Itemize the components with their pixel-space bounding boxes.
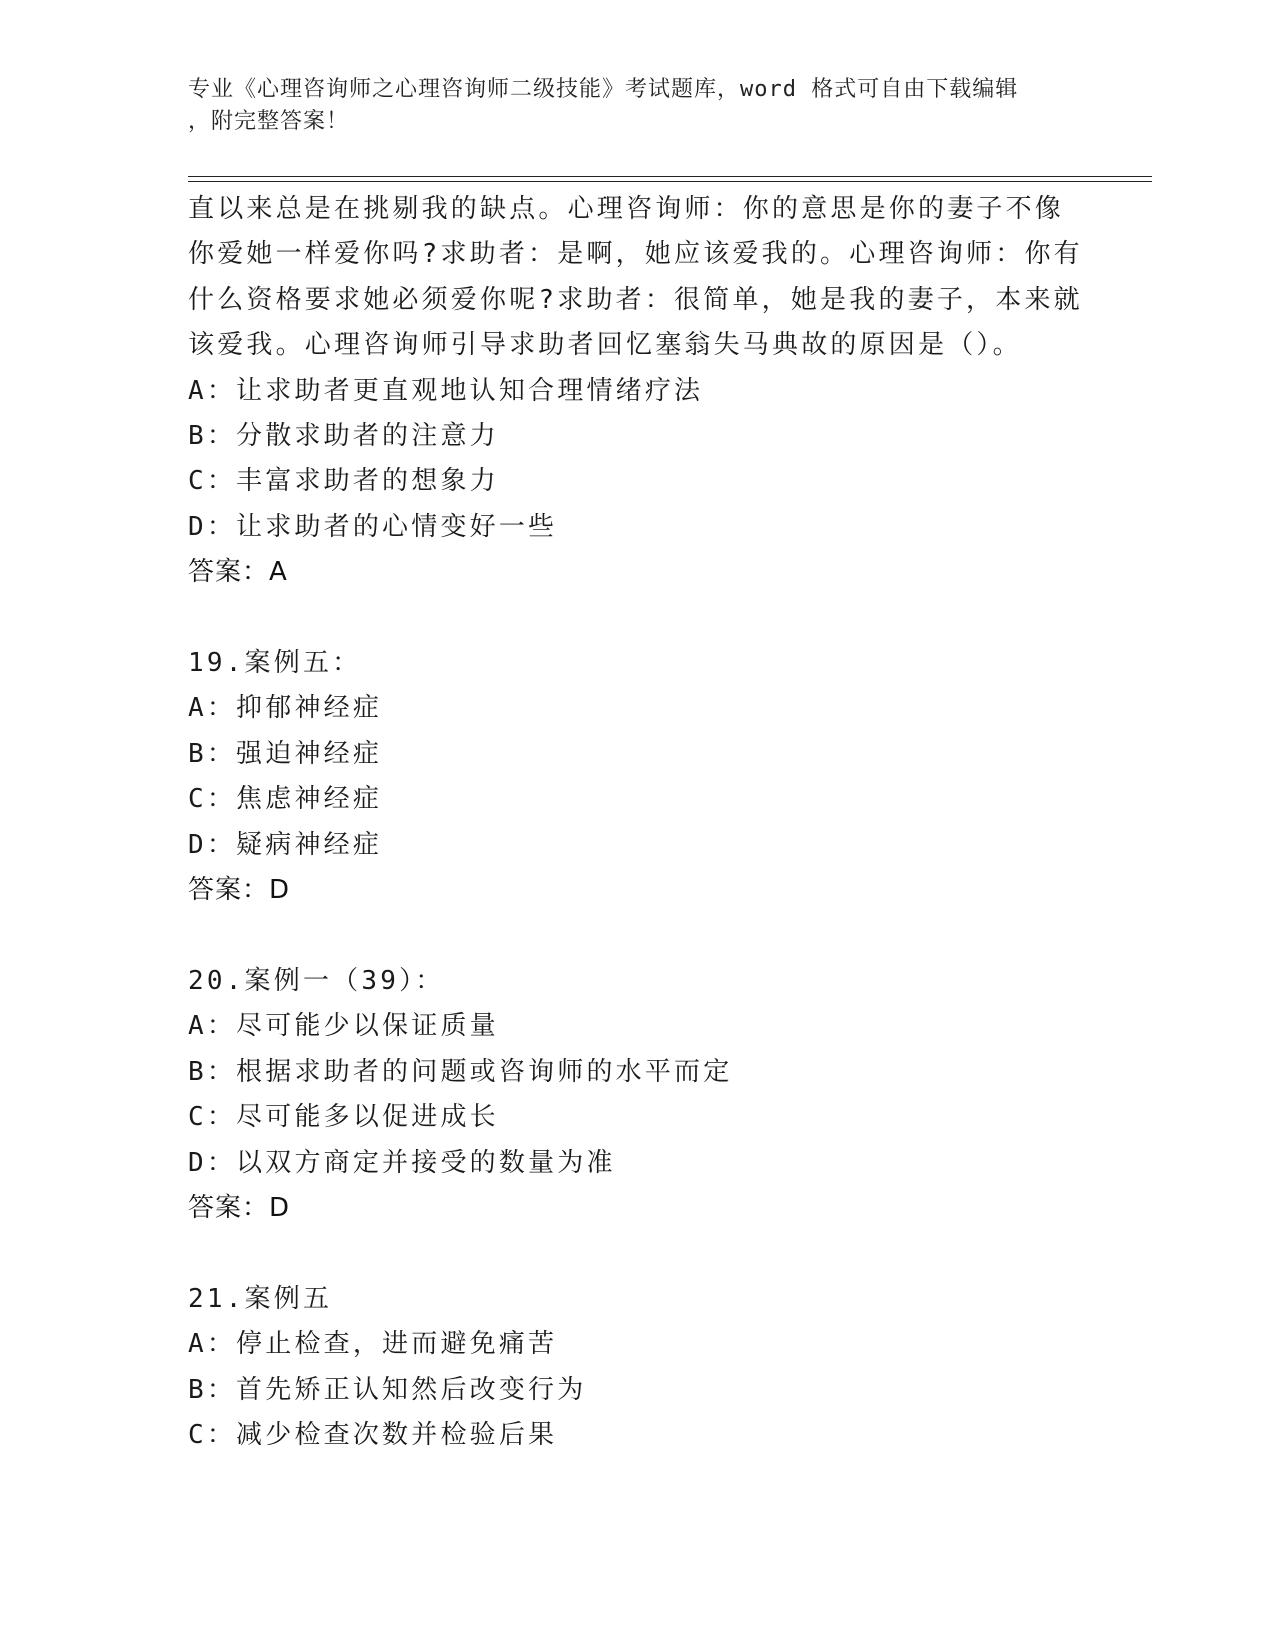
question-content <box>188 187 1108 1458</box>
option-c: C：丰富求助者的想象力 <box>188 466 499 497</box>
option-a: A：停止检查，进而避免痛苦 <box>188 1329 558 1360</box>
answer-line: 答案：A <box>188 557 288 588</box>
question-stem-line: 直以来总是在挑剔我的缺点。心理咨询师：你的意思是你的妻子不像 <box>188 194 1065 224</box>
header-line-1: 专业《心理咨询师之心理咨询师二级技能》考试题库，word 格式可自由下载编辑 <box>188 77 1019 102</box>
header-divider-bottom <box>188 181 1152 182</box>
question-title: 20.案例一（39）： <box>188 965 445 996</box>
option-d: D：让求助者的心情变好一些 <box>188 511 558 542</box>
option-c: C：减少检查次数并检验后果 <box>188 1419 558 1450</box>
option-c: C：焦虑神经症 <box>188 784 383 815</box>
option-b: B：分散求助者的注意力 <box>188 421 499 452</box>
option-b: B：首先矫正认知然后改变行为 <box>188 1374 587 1405</box>
option-a: A：抑郁神经症 <box>188 693 383 724</box>
option-b: B：强迫神经症 <box>188 738 383 769</box>
question-title: 19.案例五： <box>188 648 362 679</box>
option-c: C：尽可能多以促进成长 <box>188 1102 499 1133</box>
answer-line: 答案：D <box>188 1192 291 1223</box>
spacer <box>188 913 1108 958</box>
question-19 <box>188 641 1108 913</box>
question-title: 21.案例五 <box>188 1283 333 1314</box>
question-stem-line: 什么资格要求她必须爱你呢?求助者：很简单，她是我的妻子，本来就 <box>188 284 1083 315</box>
question-stem-line: 你爱她一样爱你吗?求助者：是啊，她应该爱我的。心理咨询师：你有 <box>188 239 1083 270</box>
question-21 <box>188 1277 1108 1459</box>
question-20 <box>188 959 1108 1231</box>
option-a: A：让求助者更直观地认知合理情绪疗法 <box>188 375 704 406</box>
option-d: D：以双方商定并接受的数量为准 <box>188 1147 616 1178</box>
header-line-2: ，附完整答案！ <box>188 109 350 134</box>
header-divider-top <box>188 176 1152 177</box>
option-a: A：尽可能少以保证质量 <box>188 1011 499 1042</box>
answer-line: 答案：D <box>188 875 291 906</box>
option-d: D：疑病神经症 <box>188 829 383 860</box>
spacer <box>188 1231 1108 1276</box>
question-stem-line: 该爱我。心理咨询师引导求助者回忆塞翁失马典故的原因是（）。 <box>188 330 1022 361</box>
option-b: B：根据求助者的问题或咨询师的水平而定 <box>188 1056 733 1087</box>
question-18 <box>188 187 1108 596</box>
document-header <box>188 74 1088 138</box>
spacer <box>188 596 1108 641</box>
